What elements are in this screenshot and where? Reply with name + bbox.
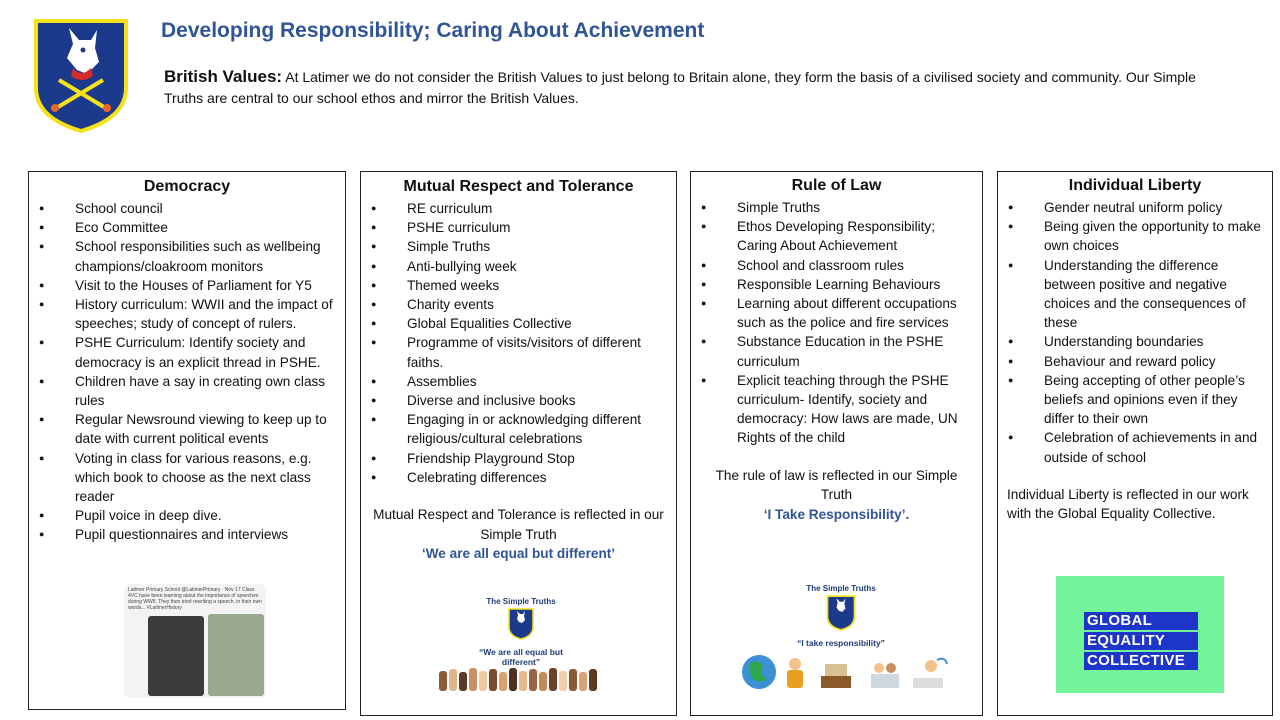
list-item: ● Pupil questionnaires and interviews bbox=[39, 525, 337, 544]
list-item: ● Understanding boundaries bbox=[1008, 332, 1264, 351]
list-item: ● Understanding the difference between positive and negative choices and the consequences of these bbox=[1008, 256, 1264, 333]
list-item: ● Substance Education in the PSHE curriculum bbox=[701, 332, 974, 370]
note-text: The rule of law is reflected in our Simple Truth bbox=[715, 467, 958, 503]
logo-word: GLOBAL bbox=[1084, 612, 1198, 630]
page-title: Developing Responsibility; Caring About Achievement bbox=[161, 19, 705, 42]
list-item: ● Pupil voice in deep dive. bbox=[39, 506, 337, 525]
list-item: ● Gender neutral uniform policy bbox=[1008, 198, 1264, 217]
list-item: ● Diverse and inclusive books bbox=[371, 391, 668, 410]
list-item: ● History curriculum: WWII and the impact of speeches; study of concept of rulers. bbox=[39, 295, 337, 333]
rule-of-law-panel bbox=[690, 171, 983, 716]
individual-liberty-note: Individual Liberty is reflected in our work with the Global Equality Collective. bbox=[1007, 486, 1249, 522]
tweet-header: Latimer Primary School @LatimerPrimary · Nov 17 Class 4VC have been learning about the importance of speeches during WWII. They then tried rewriting a speech, in their own words... #LatimerHistory bbox=[128, 587, 262, 611]
democracy-panel bbox=[28, 171, 346, 710]
list-item: ● Simple Truths bbox=[371, 237, 668, 256]
logo-word: COLLECTIVE bbox=[1084, 652, 1198, 670]
list-item: ● Visit to the Houses of Parliament for Y5 bbox=[39, 276, 337, 295]
note-text: Mutual Respect and Tolerance is reflected in our Simple Truth bbox=[373, 507, 664, 542]
tweet-photo bbox=[208, 614, 264, 696]
rule-of-law-list bbox=[691, 198, 982, 448]
tweet-screenshot bbox=[124, 584, 266, 698]
tweet-photo bbox=[148, 616, 204, 696]
mutual-respect-list bbox=[361, 199, 676, 487]
list-item: ● Charity events bbox=[371, 295, 668, 314]
list-item: ● Regular Newsround viewing to keep up to date with current political events bbox=[39, 410, 337, 448]
list-item: ● School council bbox=[39, 199, 337, 218]
intro-paragraph bbox=[164, 66, 1234, 109]
poster-quote: “I take responsibility” bbox=[797, 638, 885, 648]
list-item: ● Assemblies bbox=[371, 372, 668, 391]
individual-liberty-panel bbox=[997, 171, 1273, 716]
global-equality-collective-logo bbox=[1056, 576, 1224, 693]
list-item: ● Learning about different occupations such as the police and fire services bbox=[701, 294, 974, 332]
list-item: ● Being given the opportunity to make own choices bbox=[1008, 217, 1264, 255]
list-item: ● Celebration of achievements in and outside of school bbox=[1008, 428, 1264, 466]
list-item: ● Voting in class for various reasons, e.g. which book to choose as the next class reader bbox=[39, 449, 337, 507]
poster-title: The Simple Truths bbox=[486, 597, 556, 606]
simple-truths-poster bbox=[761, 584, 921, 648]
simple-truth-quote: ‘We are all equal but different’ bbox=[421, 546, 616, 562]
list-item: ● Children have a say in creating own class rules bbox=[39, 372, 337, 410]
mutual-respect-note bbox=[361, 505, 676, 564]
poster-quote: “We are all equal but different” bbox=[479, 647, 563, 667]
list-item: ● Celebrating differences bbox=[371, 468, 668, 487]
rule-of-law-heading: Rule of Law bbox=[791, 177, 882, 194]
intro-text: At Latimer we do not consider the British Values to just belong to Britain alone, they form the basis of a civilised society and community. Our Simple Truths are central to our school ethos and mirror the British Values. bbox=[164, 69, 1196, 106]
democracy-list bbox=[29, 199, 345, 545]
list-item: ● Explicit teaching through the PSHE curriculum- Identify, society and democracy: How laws are made, UN Rights of the child bbox=[701, 371, 974, 448]
simple-truths-poster bbox=[466, 597, 576, 667]
logo-word: EQUALITY bbox=[1084, 632, 1198, 650]
diverse-hands-icon bbox=[437, 665, 601, 691]
list-item: ● Being accepting of other people’s beliefs and opinions even if they differ to their own bbox=[1008, 371, 1264, 429]
list-item: ● Global Equalities Collective bbox=[371, 314, 668, 333]
responsibility-icons bbox=[741, 652, 951, 692]
rule-of-law-note bbox=[691, 466, 982, 525]
mutual-respect-heading: Mutual Respect and Tolerance bbox=[403, 178, 634, 195]
list-item: ● Engaging in or acknowledging different religious/cultural celebrations bbox=[371, 410, 668, 448]
list-item: ● PSHE curriculum bbox=[371, 218, 668, 237]
poster-title: The Simple Truths bbox=[806, 584, 876, 593]
intro-label: British Values: bbox=[164, 67, 283, 86]
list-item: ● Ethos Developing Responsibility; Caring About Achievement bbox=[701, 217, 974, 255]
individual-liberty-heading: Individual Liberty bbox=[1068, 177, 1202, 194]
list-item: ● Friendship Playground Stop bbox=[371, 449, 668, 468]
democracy-heading: Democracy bbox=[143, 178, 231, 195]
list-item: ● School and classroom rules bbox=[701, 256, 974, 275]
mutual-respect-panel bbox=[360, 171, 677, 716]
list-item: ● Behaviour and reward policy bbox=[1008, 352, 1264, 371]
school-crest-icon bbox=[33, 18, 129, 134]
list-item: ● Programme of visits/visitors of different faiths. bbox=[371, 333, 668, 371]
list-item: ● Anti-bullying week bbox=[371, 257, 668, 276]
list-item: ● Themed weeks bbox=[371, 276, 668, 295]
simple-truth-quote: ‘I Take Responsibility’. bbox=[763, 506, 910, 522]
list-item: ● Eco Committee bbox=[39, 218, 337, 237]
list-item: ● RE curriculum bbox=[371, 199, 668, 218]
school-crest-icon bbox=[508, 608, 534, 640]
individual-liberty-list bbox=[998, 198, 1272, 467]
list-item: ● Responsible Learning Behaviours bbox=[701, 275, 974, 294]
list-item: ● PSHE Curriculum: Identify society and democracy is an explicit thread in PSHE. bbox=[39, 333, 337, 371]
list-item: ● School responsibilities such as wellbeing champions/cloakroom monitors bbox=[39, 237, 337, 275]
school-crest-icon bbox=[826, 595, 856, 631]
list-item: ● Simple Truths bbox=[701, 198, 974, 217]
